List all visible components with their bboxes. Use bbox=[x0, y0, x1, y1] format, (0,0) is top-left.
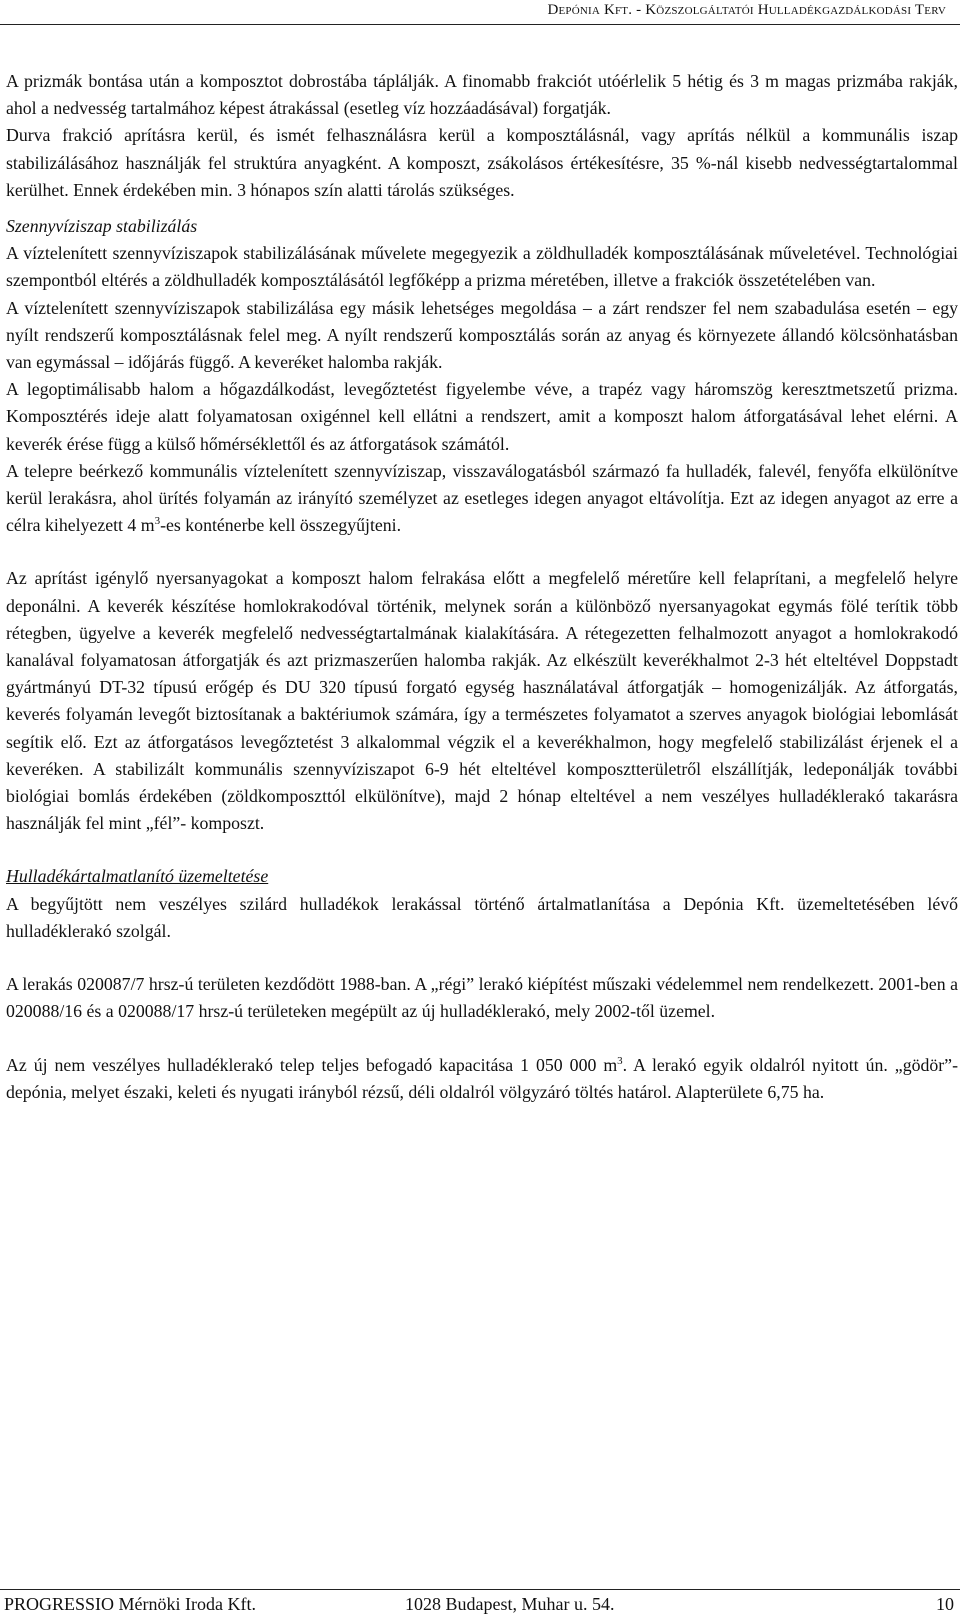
header-divider bbox=[0, 24, 960, 25]
paragraph-open-system: A víztelenített szennyvíziszapok stabilizálása egy másik lehetséges megoldása – a zárt rendszer fel nem szabadulása esetén – egy nyílt rendszerű komposztálásnak felel meg. A nyílt rendszerű komposztálás során az anyag és környezete állandó kölcsönhatásban van egymással – időjárás függő. A keveréket halomba rakják. bbox=[6, 297, 958, 373]
footer-divider bbox=[0, 1589, 960, 1590]
paragraph-landfill-capacity bbox=[6, 1052, 958, 1106]
paragraph-landfill-capacity-end: . A lerakó egyik oldalról nyitott ún. „gödör”-depónia, melyet északi, keleti és nyugati irányból rézsű, déli oldalról völgyzáró töltés határol. Alapterülete 6,75 ha. bbox=[6, 1054, 958, 1102]
paragraph-sludge-process: A víztelenített szennyvíziszapok stabilizálásának művelete megegyezik a zöldhulladék komposztálásának műveletével. Technológiai szempontból eltérés a zöldhulladék komposztálásától legfőképp a prizma méretében, illetve a frakciók összetételében van. bbox=[6, 243, 958, 291]
paragraph-landfill-disposal: A begyűjtött nem veszélyes szilárd hulladékok lerakással történő ártalmatlanítása a Depónia Kft. üzemeltetésében lévő hulladéklerakó szolgál. bbox=[6, 893, 958, 941]
section-title-sludge-stabilization: Szennyvíziszap stabilizálás bbox=[6, 216, 198, 237]
superscript-3: 3 bbox=[154, 515, 161, 528]
paragraph-coarse-fraction: Durva frakció aprításra kerül, és ismét felhasználásra kerül a komposztálásnál, vagy aprítás nélkül a kommunális iszap stabilizálásához használják fel struktúra anyagként. A komposzt, zsákolásos értékesítésre, 35 %-nál kisebb nedvességtartalommal kerülhet. Ennek érdekében min. 3 hónapos szín alatti tárolás szükséges. bbox=[6, 125, 958, 200]
page-number: 10 bbox=[936, 1594, 954, 1614]
document-body bbox=[6, 68, 958, 1106]
paragraph-landfill-capacity-text: Az új nem veszélyes hulladéklerakó telep teljes befogadó kapacitása 1 050 000 m bbox=[6, 1054, 618, 1075]
paragraph-shredding-mixing: Az aprítást igénylő nyersanyagokat a komposzt halom felrakása előtt a megfelelő méretűre kell felaprítani, a megfelelő helyre deponálni. A keverék készítése homlokrakodóval történik, melynek során a különböző nyersanyagokat egymás fölé terítik több rétegben, ügyelve a keverék megfelelő nedvességtartalmának kialakítására. A rétegezetten felhalmozott anyagot a homlokrakodó kanalával folyamatosan átforgatják és azt prizmaszerűen halomba rakják. Az elkészült keverékhalmot 2-3 hét elteltével Doppstadt gyártmányú DT-32 típusú erőgép és DU 320 típusú forgató egység használatával átforgatják – homogenizálják. Az átforgatás, keverés folyamán levegőt biztosítanak a baktériumok számára, így a természetes folyamatot a szerves anyagok biológiai lebomlását segítik elő. Ezt az átforgatásos levegőztetést 3 alkalommal végzik el a keverékhalmon, hogy megfelelő stabilizálást érjenek el a keveréken. A stabilizált kommunális szennyvíziszapot 6-9 hét elteltével komposztterületről elszállítják, ledeponálják további biológiai bomlás érdekében (zöldkomposzttól elkülönítve), majd 2 hónap elteltével a nem veszélyes hulladéklerakó takarásra használják fel mint „fél”- komposzt. bbox=[6, 568, 958, 834]
paragraph-site-intake-end: -es konténerbe kell összegyűjteni. bbox=[160, 515, 402, 536]
paragraph-optimal-pile: A legoptimálisabb halom a hőgazdálkodást, levegőztetést figyelembe véve, a trapéz vagy háromszög keresztmetszetű prizma. Komposztérés ideje alatt folyamatosan oxigénnel kell ellátni a rendszert, amit a komposzt halom átforgatásával lehet elérni. A keverék érése függ a külső hőmérséklettől és az átforgatások számától. bbox=[6, 379, 958, 454]
paragraph-landfill-history: A lerakás 020087/7 hrsz-ú területen kezdődött 1988-ban. A „régi” lerakó kiépítést műszaki védelemmel nem rendelkezett. 2001-ben a 020088/16 és a 020088/17 hrsz-ú területeken megépült az új hulladéklerakó, mely 2002-től üzemel. bbox=[6, 974, 958, 1022]
paragraph-site-intake bbox=[6, 458, 958, 540]
page-footer bbox=[0, 1592, 960, 1616]
paragraph-prism-breakdown: A prizmák bontása után a komposztot dobrostába táplálják. A finomabb frakciót utóérlelik 5 hétig és 3 m magas prizmába rakják, ahol a nedvesség tartalmához képest átrakással (esetleg víz hozzáadásával) forgatják. bbox=[6, 71, 958, 119]
footer-address: 1028 Budapest, Muhar u. 54. bbox=[405, 1594, 615, 1614]
superscript-3: 3 bbox=[617, 1054, 623, 1067]
section-title-landfill-operation: Hulladékártalmatlanító üzemeltetése bbox=[6, 866, 269, 887]
running-header: Depónia Kft. - Közszolgáltatói Hulladékgazdálkodási Terv bbox=[547, 2, 946, 18]
paragraph-site-intake-text: A telepre beérkező kommunális víztelenített szennyvíziszap, visszaválogatásból származó fa hulladék, falevél, fenyőfa elkülönítve kerül lerakásra, ahol ürítés folyamán az irányító személyzet az esetleges idegen anyagot eltávolítja. Ezt az idegen anyagot az erre a célra kihelyezett 4 m bbox=[6, 460, 958, 536]
footer-company: PROGRESSIO Mérnöki Iroda Kft. bbox=[4, 1594, 256, 1614]
